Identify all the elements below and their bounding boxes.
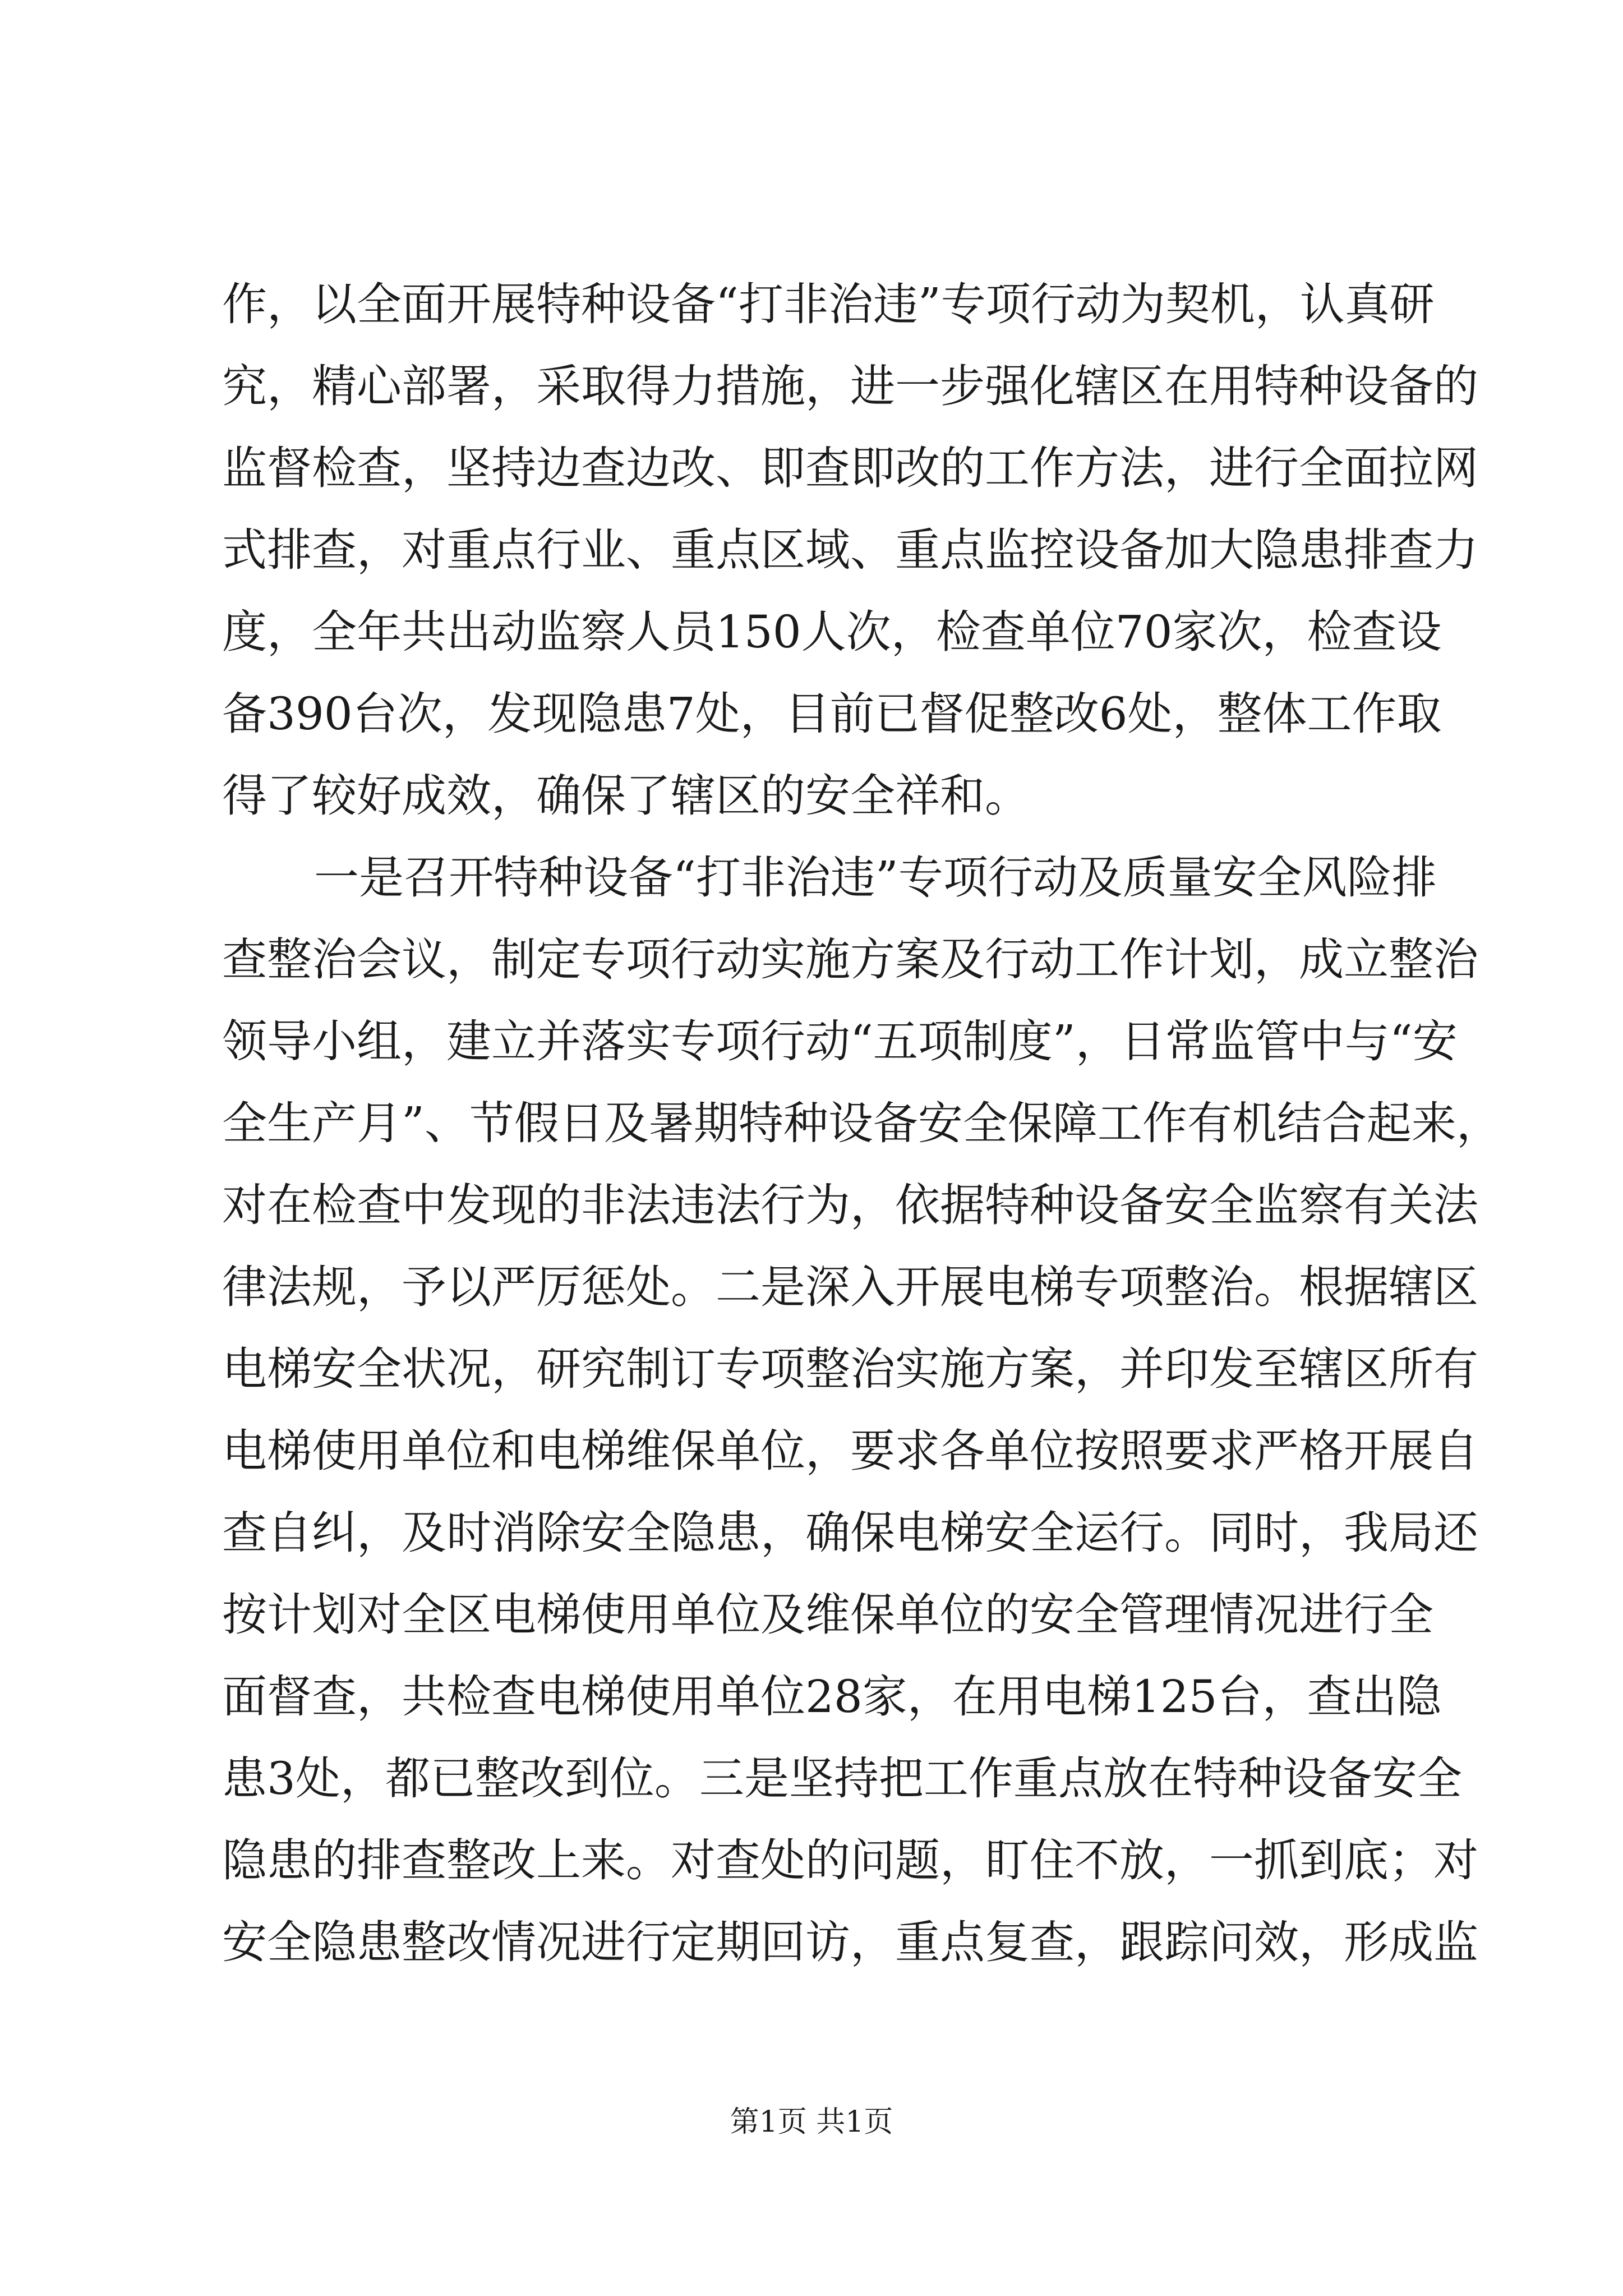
text-line: 隐患的排查整改上来。对查处的问题，盯住不放，一抓到底；对 [222,1834,1478,1887]
text-line: 患3处，都已整改到位。三是坚持把工作重点放在特种设备安全 [222,1752,1462,1805]
text-line: 电梯安全状况，研究制订专项整治实施方案，并印发至辖区所有 [222,1343,1478,1395]
text-line: 监督检查，坚持边查边改、即查即改的工作方法，进行全面拉网 [222,442,1478,494]
page-number-footer: 第1页 共1页 [730,2105,893,2139]
text-line: 度，全年共出动监察人员150人次，检查单位70家次，检查设 [222,606,1442,658]
text-line: 按计划对全区电梯使用单位及维保单位的安全管理情况进行全 [222,1589,1433,1641]
text-line: 式排查，对重点行业、重点区域、重点监控设备加大隐患排查力 [222,524,1478,576]
text-line: 全生产月”、节假日及暑期特种设备安全保障工作有机结合起来， [222,1097,1501,1149]
text-line: 备390台次，发现隐患7处，目前已督促整改6处，整体工作取 [222,688,1442,740]
text-line: 一是召开特种设备“打非治违”专项行动及质量安全风险排 [314,852,1437,904]
text-line: 电梯使用单位和电梯维保单位，要求各单位按照要求严格开展自 [222,1425,1478,1477]
text-line: 对在检查中发现的非法违法行为，依据特种设备安全监察有关法 [222,1179,1478,1231]
text-line: 得了较好成效，确保了辖区的安全祥和。 [222,770,1030,822]
text-line: 面督查，共检查电梯使用单位28家，在用电梯125台，查出隐 [222,1671,1442,1723]
text-line: 安全隐患整改情况进行定期回访，重点复查，跟踪问效，形成监 [222,1916,1478,1968]
document-body [222,264,1501,1984]
text-line: 作，以全面开展特种设备“打非治违”专项行动为契机，认真研 [222,278,1435,330]
text-line: 律法规，予以严厉惩处。二是深入开展电梯专项整治。根据辖区 [222,1261,1478,1313]
text-line: 查自纠，及时消除安全隐患，确保电梯安全运行。同时，我局还 [222,1507,1478,1559]
text-line: 查整治会议，制定专项行动实施方案及行动工作计划，成立整治 [222,933,1478,986]
text-line: 领导小组，建立并落实专项行动“五项制度”，日常监管中与“安 [222,1015,1458,1068]
text-line: 究，精心部署，采取得力措施，进一步强化辖区在用特种设备的 [222,360,1478,412]
